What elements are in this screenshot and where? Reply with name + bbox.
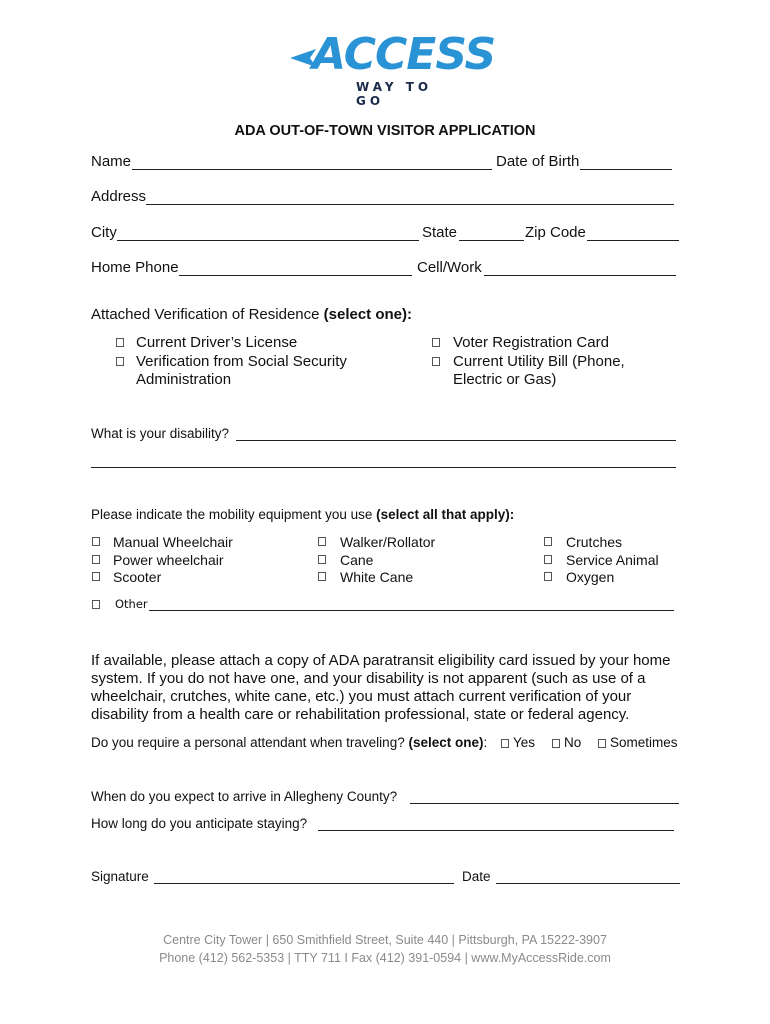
- attendant-question-select: (select one): [408, 735, 484, 750]
- option-white-cane: White Cane: [340, 569, 414, 585]
- attendant-no-label: No: [564, 735, 582, 750]
- option-drivers-license: Current Driver’s License: [136, 334, 298, 351]
- checkbox-scooter[interactable]: [92, 572, 100, 581]
- option-oxygen: Oxygen: [566, 569, 615, 585]
- checkbox-attendant-yes[interactable]: [501, 739, 509, 748]
- signature-label: Signature: [91, 869, 149, 884]
- city-label: City: [91, 224, 117, 241]
- cell-label: Cell/Work: [417, 259, 482, 276]
- signature-field[interactable]: [154, 883, 454, 884]
- checkbox-voter-card[interactable]: [432, 338, 440, 347]
- residence-heading: [91, 306, 412, 323]
- arrival-label: When do you expect to arrive in Allegheny County?: [91, 789, 398, 804]
- home-phone-field[interactable]: [179, 275, 412, 276]
- checkbox-utility-bill[interactable]: [432, 357, 440, 366]
- option-crutches: Crutches: [566, 534, 623, 550]
- home-phone-label: Home Phone: [91, 259, 179, 276]
- name-label: Name: [91, 153, 132, 170]
- mobility-heading-select: (select all that apply):: [376, 507, 515, 522]
- checkbox-attendant-no[interactable]: [552, 739, 560, 748]
- other-field[interactable]: [149, 610, 674, 611]
- access-logo: [290, 29, 496, 108]
- date-label: Date: [462, 869, 491, 884]
- cell-field[interactable]: [484, 275, 676, 276]
- mobility-heading: [91, 507, 514, 522]
- attachment-instructions: If available, please attach a copy of ADA paratransit eligibility card issued by your home system. If you do not have one, and your disability is not apparent (such as use of a wheelchair, crutches, white cane, etc.) you must attach current verification of your disability from a health care or rehabilitation professional, state or federal agency.: [91, 652, 671, 723]
- arrival-field[interactable]: [410, 803, 679, 804]
- attendant-yes-label: Yes: [513, 735, 536, 750]
- checkbox-attendant-sometimes[interactable]: [598, 739, 606, 748]
- logo-wordmark: ACCESS: [312, 29, 496, 80]
- option-walker: Walker/Rollator: [340, 534, 436, 550]
- option-social-security-cont: Administration: [136, 371, 232, 388]
- state-label: State: [422, 224, 458, 241]
- option-manual-wheelchair: Manual Wheelchair: [113, 534, 233, 550]
- dob-field[interactable]: [580, 169, 672, 170]
- checkbox-service-animal[interactable]: [544, 555, 552, 564]
- dob-label: Date of Birth: [496, 153, 580, 170]
- checkbox-cane[interactable]: [318, 555, 326, 564]
- attendant-colon: :: [483, 735, 488, 750]
- checkbox-social-security[interactable]: [116, 357, 124, 366]
- footer-contact: Phone (412) 562-5353 | TTY 711 I Fax (412) 391-0594 | www.MyAccessRide.com: [159, 951, 611, 965]
- checkbox-white-cane[interactable]: [318, 572, 326, 581]
- checkbox-other[interactable]: [92, 600, 100, 609]
- address-label: Address: [91, 188, 147, 205]
- logo-tagline: WAY TO GO: [356, 80, 433, 108]
- date-field[interactable]: [496, 883, 680, 884]
- state-field[interactable]: [459, 240, 524, 241]
- attendant-sometimes-label: Sometimes: [610, 735, 678, 750]
- attendant-question-text: Do you require a personal attendant when traveling?: [91, 735, 409, 750]
- checkbox-power-wheelchair[interactable]: [92, 555, 100, 564]
- form-title: ADA OUT-OF-TOWN VISITOR APPLICATION: [234, 123, 536, 139]
- disability-field[interactable]: [236, 440, 676, 441]
- residence-heading-text: Attached Verification of Residence: [91, 306, 324, 323]
- disability-label: What is your disability?: [91, 426, 230, 441]
- disability-field-line2[interactable]: [91, 467, 676, 468]
- stay-label: How long do you anticipate staying?: [91, 816, 308, 831]
- checkbox-walker[interactable]: [318, 537, 326, 546]
- zip-field[interactable]: [587, 240, 679, 241]
- address-field[interactable]: [146, 204, 674, 205]
- zip-label: Zip Code: [525, 224, 586, 241]
- city-field[interactable]: [117, 240, 419, 241]
- option-service-animal: Service Animal: [566, 552, 659, 568]
- option-power-wheelchair: Power wheelchair: [113, 552, 224, 568]
- attendant-question: [91, 735, 487, 750]
- option-cane: Cane: [340, 552, 374, 568]
- option-other: Other: [115, 597, 148, 611]
- option-utility-bill-cont: Electric or Gas): [453, 371, 557, 388]
- option-scooter: Scooter: [113, 569, 162, 585]
- stay-field[interactable]: [318, 830, 674, 831]
- checkbox-oxygen[interactable]: [544, 572, 552, 581]
- checkbox-crutches[interactable]: [544, 537, 552, 546]
- residence-heading-select: (select one):: [323, 306, 412, 323]
- footer-address: Centre City Tower | 650 Smithfield Street, Suite 440 | Pittsburgh, PA 15222-3907: [163, 933, 607, 947]
- mobility-heading-text: Please indicate the mobility equipment you use: [91, 507, 377, 522]
- option-social-security: Verification from Social Security: [136, 353, 347, 370]
- checkbox-drivers-license[interactable]: [116, 338, 124, 347]
- option-utility-bill: Current Utility Bill (Phone,: [453, 353, 625, 370]
- checkbox-manual-wheelchair[interactable]: [92, 537, 100, 546]
- name-field[interactable]: [132, 169, 492, 170]
- option-voter-card: Voter Registration Card: [453, 334, 609, 351]
